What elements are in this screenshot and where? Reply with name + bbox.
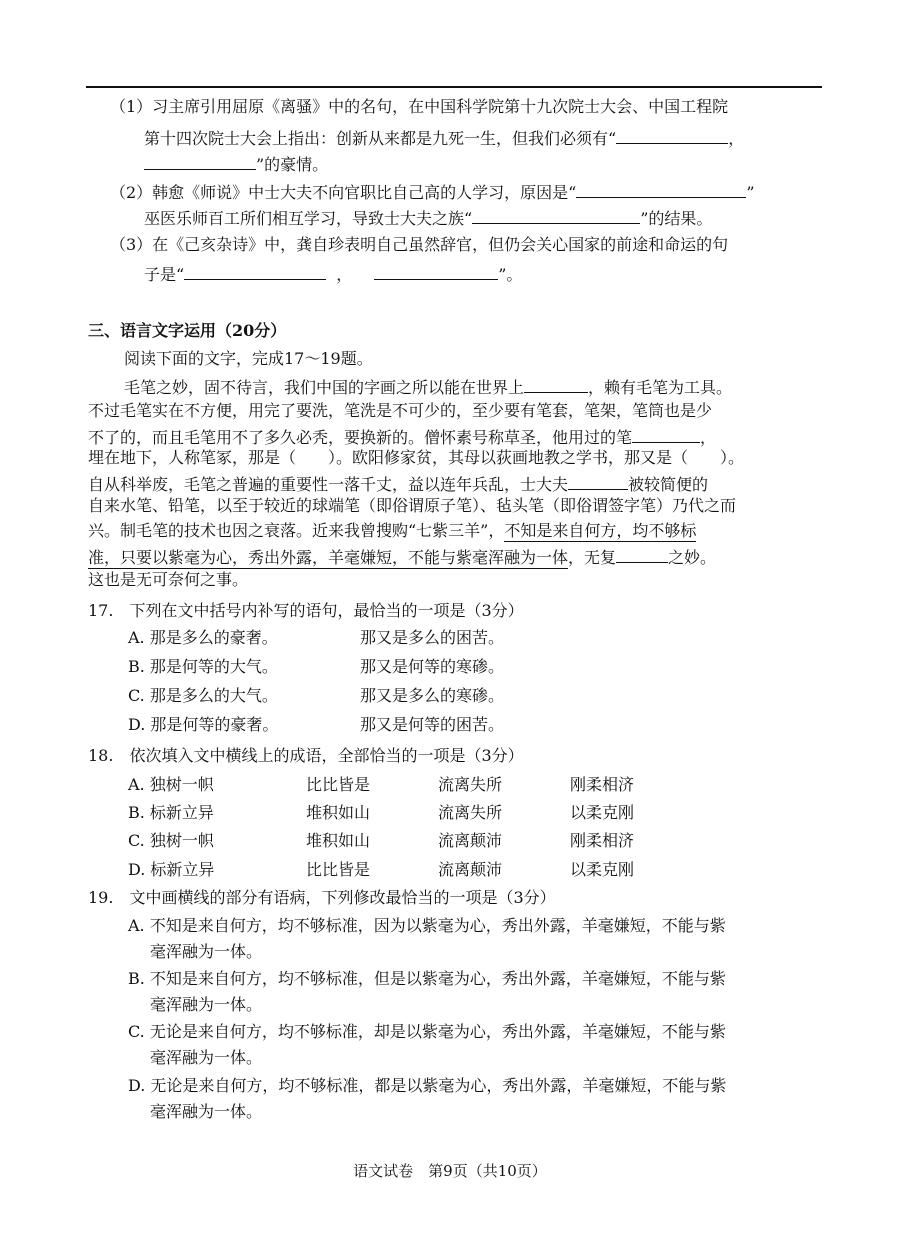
q19-option-d-cont: 毫浑融为一体。	[150, 1102, 263, 1121]
q16-item2-line2: 巫医乐师百工所们相互学习，导致士大夫之族“ ”的结果。	[144, 209, 713, 228]
q18-option-b-c2: 堆积如山	[306, 803, 371, 822]
passage-line: 埋在地下，人称笔冢，那是（ ）。欧阳修家贫，其母以荻画地教之学书，那又是（ ）。	[88, 448, 745, 467]
q19-option-d[interactable]: D. 无论是来自何方，均不够标准，都是以紫毫为心，秀出外露，羊毫嫌短，不能与紫	[128, 1076, 727, 1095]
passage-line: 毛笔之妙，固不待言，我们中国的字画之所以能在世界上 ，赖有毛笔为工具。	[124, 378, 733, 397]
q17-option-d-second: 那又是何等的困苦。	[360, 715, 505, 734]
answer-blank[interactable]	[144, 153, 256, 170]
q18-option-b-c3: 流离失所	[438, 803, 503, 822]
answer-blank[interactable]	[472, 207, 640, 224]
reading-instruction: 阅读下面的文字，完成17～19题。	[124, 349, 373, 368]
passage-line: 不过毛笔实在不方便，用完了要洗，笔洗是不可少的，至少要有笔套，笔架，笔筒也是少	[88, 401, 713, 420]
passage-line: 自从科举废，毛笔之普遍的重要性一落千丈，益以连年兵乱，士大夫 被较简便的	[88, 475, 709, 494]
passage-line: 不了的，而且毛笔用不了多久必秃，要换新的。僧怀素号称草圣，他用过的笔 ，	[88, 428, 717, 447]
answer-blank[interactable]	[616, 127, 728, 144]
q16-item3-line1: （3）在《己亥杂诗》中，龚自珍表明自己虽然辞官，但仍会关心国家的前途和命运的句	[110, 235, 729, 254]
answer-blank[interactable]	[632, 426, 700, 443]
answer-blank[interactable]	[576, 181, 746, 198]
underlined-sentence: 准，只要以紫毫为心，秀出外露，羊毫嫌短，不能与紫毫浑融为一体	[88, 548, 569, 567]
answer-blank[interactable]	[374, 263, 498, 280]
q17-option-b[interactable]: B. 那是何等的大气。	[128, 657, 278, 676]
q18-option-c[interactable]: C. 独树一帜	[128, 831, 214, 850]
q16-item1-line2: 第十四次院士大会上指出：创新从来都是九死一生，但我们必须有“ ，	[144, 129, 745, 148]
q18-option-a-c4: 刚柔相济	[570, 775, 635, 794]
answer-blank[interactable]	[184, 263, 326, 280]
q16-item1-line1: （1）习主席引用屈原《离骚》中的名句，在中国科学院第十九次院士大会、中国工程院	[110, 97, 729, 116]
q17-option-a[interactable]: A. 那是多么的豪奢。	[128, 628, 278, 647]
q17-stem: 17. 下列在文中括号内补写的语句，最恰当的一项是（3分）	[88, 601, 524, 620]
q19-option-c-cont: 毫浑融为一体。	[150, 1048, 263, 1067]
q19-option-b[interactable]: B. 不知是来自何方，均不够标准，但是以紫毫为心，秀出外露，羊毫嫌短，不能与紫	[128, 969, 726, 988]
answer-blank[interactable]	[616, 546, 668, 563]
q19-option-a-cont: 毫浑融为一体。	[150, 942, 263, 961]
q18-option-a[interactable]: A. 独树一帜	[128, 775, 214, 794]
passage-line: 准，只要以紫毫为心，秀出外露，羊毫嫌短，不能与紫毫浑融为一体，无复 之妙。	[88, 548, 717, 567]
q17-option-c[interactable]: C. 那是多么的大气。	[128, 686, 278, 705]
underlined-sentence: 不知是来自何方，均不够标	[504, 521, 697, 540]
q19-option-a[interactable]: A. 不知是来自何方，均不够标准，因为以紫毫为心，秀出外露，羊毫嫌短，不能与紫	[128, 916, 726, 935]
passage-line: 这也是无可奈何之事。	[88, 570, 249, 589]
q18-option-d-c4: 以柔克刚	[570, 860, 635, 879]
passage-line: 自来水笔、铅笔，以至于较近的球端笔（即俗谓原子笔）、毡头笔（即俗谓签字笔）乃代之而	[88, 496, 737, 515]
passage-line: 兴。制毛笔的技术也因之衰落。近来我曾搜购“七紫三羊”，不知是来自何方，均不够标	[88, 521, 697, 540]
q18-option-a-c2: 比比皆是	[306, 775, 371, 794]
q18-stem: 18. 依次填入文中横线上的成语，全部恰当的一项是（3分）	[88, 746, 524, 765]
q18-option-c-c2: 堆积如山	[306, 831, 371, 850]
answer-blank[interactable]	[568, 473, 628, 490]
top-rule	[86, 86, 822, 88]
q17-option-b-second: 那又是何等的寒碜。	[360, 657, 505, 676]
q18-option-a-c3: 流离失所	[438, 775, 503, 794]
q18-option-c-c4: 刚柔相济	[570, 831, 635, 850]
q17-option-d[interactable]: D. 那是何等的豪奢。	[128, 715, 279, 734]
q16-item2-line1: （2）韩愈《师说》中士大夫不向官职比自己高的人学习，原因是“ ”	[110, 183, 755, 202]
section-heading: 三、语言文字运用（20分）	[88, 321, 287, 340]
q18-option-d-c2: 比比皆是	[306, 860, 371, 879]
q18-option-d[interactable]: D. 标新立异	[128, 860, 215, 879]
q16-item1-line3: ”的豪情。	[144, 153, 328, 175]
answer-blank[interactable]	[524, 376, 588, 393]
q18-option-b-c4: 以柔克刚	[570, 803, 635, 822]
q18-option-d-c3: 流离颠沛	[438, 860, 503, 879]
q17-option-a-second: 那又是多么的困苦。	[360, 628, 505, 647]
page-footer: 语文试卷 第9页（共10页）	[353, 1162, 547, 1180]
q17-option-c-second: 那又是多么的寒碜。	[360, 686, 505, 705]
q16-item3-line2: 子是“ ， ”。	[144, 265, 523, 284]
q19-option-b-cont: 毫浑融为一体。	[150, 995, 263, 1014]
q19-stem: 19. 文中画横线的部分有语病，下列修改最恰当的一项是（3分）	[88, 888, 556, 907]
q18-option-c-c3: 流离颠沛	[438, 831, 503, 850]
q18-option-b[interactable]: B. 标新立异	[128, 803, 214, 822]
q19-option-c[interactable]: C. 无论是来自何方，均不够标准，却是以紫毫为心，秀出外露，羊毫嫌短，不能与紫	[128, 1022, 726, 1041]
